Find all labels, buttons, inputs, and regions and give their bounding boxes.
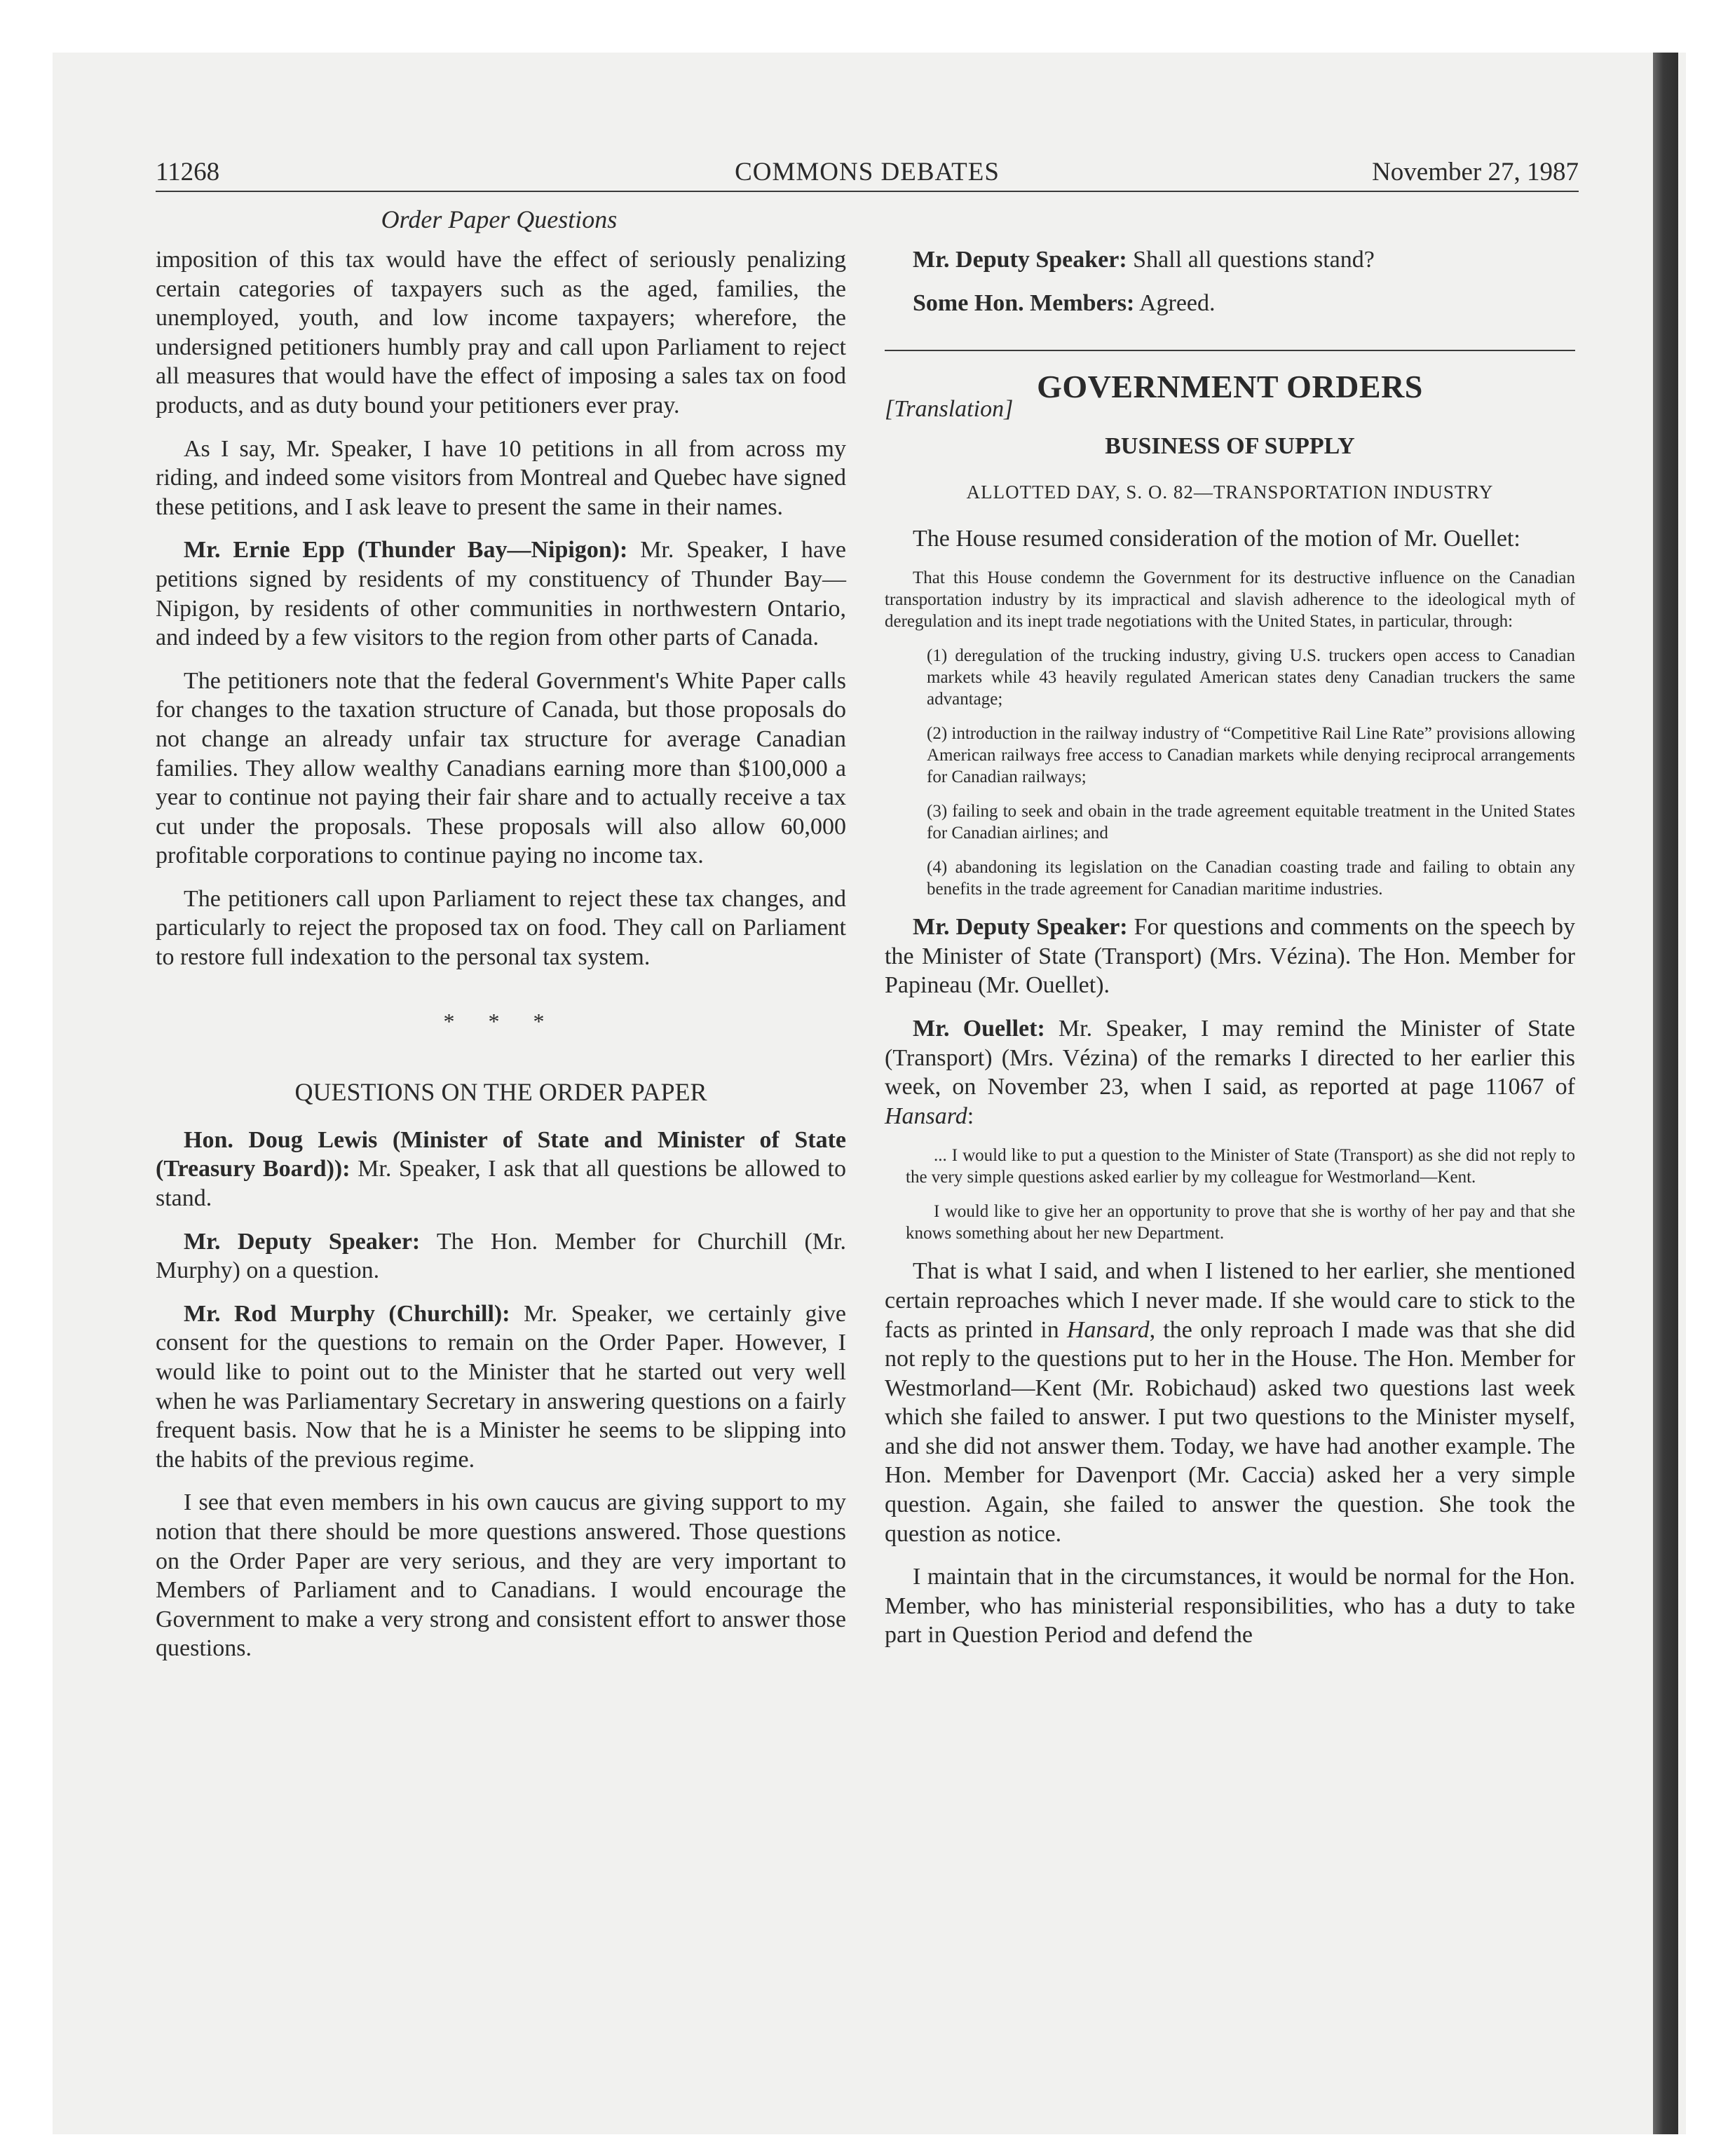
page-header (156, 154, 1579, 192)
speech-text: , the only reproach I made was that she did not reply to the questions put to her in the House. The Hon. Member for Westmorland—Kent (Mr. Robichaud) asked two questions last week which she failed to answer. I put two questions to the Minister myself, and she did not answer them. Today, we have had another example. The Hon. Member for Davenport (Mr. Caccia) asked her a very simple question. Again, she failed to answer the question. She took the question as notice. (885, 1316, 1575, 1547)
motion-text (885, 567, 1575, 900)
speaker-name: Some Hon. Members: (913, 289, 1135, 316)
speech-text: Mr. Speaker, I may remind the Minister of State (Transport) (Mrs. Vézina) of the remarks I directed to her earlier this week, on November 23, when I said, as reported at page 11067 of (885, 1015, 1576, 1100)
speech-text: Agreed. (1134, 289, 1216, 316)
speech-text: Mr. Speaker, I ask that all questions be allowed to stand. (156, 1156, 846, 1212)
hansard-italic: Hansard (885, 1103, 967, 1129)
speech-paragraph (885, 289, 1575, 318)
motion-item: (4) abandoning its legislation on the Canadian coasting trade and failing to obtain any benefits in the trade agreement for Canadian maritime industries. (927, 858, 1575, 899)
speaker-name: Mr. Rod Murphy (Churchill): (184, 1300, 510, 1327)
publication-title: COMMONS DEBATES (735, 158, 1000, 186)
paragraph: imposition of this tax would have the effect of seriously penalizing certain categories of taxpayers such as the aged, families, the unemployed, youth, and low income taxpayers; wherefore, the undersigned petitioners humbly pray and call upon Parliament to reject all measures that would have the effect of imposing a sales tax on food products, and as duty bound your petitioners ever pray. (156, 247, 846, 418)
motion-item: (3) failing to seek and obain in the trade agreement equitable treatment in the United States for Canadian airlines; and (927, 802, 1575, 843)
left-column (156, 245, 846, 1677)
speaker-name: Mr. Ernie Epp (Thunder Bay—Nipigon): (184, 537, 628, 564)
paragraph: As I say, Mr. Speaker, I have 10 petitions in all from across my riding, and indeed some visitors from Montreal and Quebec have signed these petitions, and I ask leave to present the same in their names. (156, 435, 846, 520)
speaker-name: Hon. Doug Lewis (Minister of State and Minister of State (Treasury Board)): (156, 1126, 846, 1182)
quote-paragraph: I would like to give her an opportunity to prove that she is worthy of her pay and that she knows something about her new Department. (906, 1202, 1575, 1243)
speech-text: That is what I said, and when I listened to her earlier, she mentioned certain reproaches which I never made. If she would care to stick to the facts as printed in (885, 1258, 1575, 1343)
speaker-name: Mr. Deputy Speaker: (913, 914, 1128, 941)
motion-intro: That this House condemn the Government for its destructive influence on the Canadian transportation industry by its impractical and slavish adherence to the ideological myth of deregulation and its inept trade negotiations with the United States, in particular, through: (885, 568, 1575, 632)
right-column (885, 245, 1575, 1664)
translation-note: [Translation] (885, 395, 1014, 422)
speech-text: : (967, 1103, 974, 1129)
paragraph (885, 1257, 1575, 1548)
section-divider (885, 350, 1575, 351)
speech-text: The Hon. Member for Churchill (Mr. Murphy) on a question. (156, 1228, 846, 1284)
paragraph: The House resumed consideration of the motion of Mr. Ouellet: (913, 525, 1520, 552)
speaker-name: Mr. Ouellet: (913, 1015, 1045, 1042)
hansard-italic: Hansard (1066, 1316, 1150, 1343)
scan-edge-shadow (1653, 53, 1678, 2134)
motion-item: (2) introduction in the railway industry of “Competitive Rail Line Rate” provisions allowing American railways free access to Canadian markets while denying reciprocal arrangements for Canadian railways; (927, 724, 1575, 787)
speaker-name: Mr. Deputy Speaker: (913, 247, 1127, 273)
speech-paragraph (156, 1227, 846, 1285)
motion-item: (1) deregulation of the trucking industry, giving U.S. truckers open access to Canadian markets while 43 heavily regulated American states deny Canadian truckers the same advantage; (927, 646, 1575, 709)
speech-text: Mr. Speaker, I have petitions signed by residents of my constituency of Thunder Bay—Nipigon, by residents of other communities in northwestern Ontario, and indeed by a few visitors to the region from other parts of Canada. (156, 537, 847, 651)
paragraph: The petitioners call upon Parliament to reject these tax changes, and particularly to reject the proposed tax on food. They call on Parliament to restore full indexation to the personal tax system. (156, 885, 846, 971)
speech-paragraph (156, 1126, 846, 1213)
speech-paragraph (885, 245, 1575, 275)
speech-text: For questions and comments on the speech by the Minister of State (Transport) (Mrs. Vézina). The Hon. Member for Papineau (Mr. Ouellet). (885, 914, 1575, 999)
publication-date: November 27, 1987 (1372, 158, 1579, 186)
speech-paragraph (885, 913, 1575, 1000)
speech-paragraph (156, 535, 846, 652)
page-number: 11268 (156, 158, 220, 186)
section-heading: QUESTIONS ON THE ORDER PAPER (294, 1078, 707, 1107)
speech-paragraph (156, 1299, 846, 1475)
speech-text: Shall all questions stand? (1127, 247, 1375, 273)
block-quote (885, 1145, 1575, 1244)
speech-text: Mr. Speaker, we certainly give consent for the questions to remain on the Order Paper. However, I would like to point out to the Minister that he started out very well when he was Parliamentary Secretary in answering questions on a fairly frequent basis. Now that he is a Minister he seems to be slipping into the habits of the previous regime. (156, 1300, 846, 1473)
speaker-name: Mr. Deputy Speaker: (184, 1228, 421, 1255)
major-heading: GOVERNMENT ORDERS (1037, 369, 1423, 405)
speech-paragraph (885, 1014, 1575, 1131)
section-label: Order Paper Questions (381, 205, 618, 233)
paragraph: I see that even members in his own caucus are giving support to my notion that there should be more questions answered. Those questions on the Order Paper are very serious, and they are very important to Members of Parliament and to Canadians. I would encourage the Government to make a very strong and consistent effort to answer those questions. (156, 1489, 846, 1662)
paragraph: I maintain that in the circumstances, it would be normal for the Hon. Member, who has ministerial responsibilities, who has a duty to take part in Question Period and defend the (885, 1564, 1575, 1649)
paragraph: The petitioners note that the federal Government's White Paper calls for changes to the taxation structure of Canada, but those proposals do not change an already unfair tax structure for average Canadian families. They allow wealthy Canadians earning more than $100,000 a year to continue not paying their fair share and to actually receive a tax cut under the proposals. These proposals will also allow 60,000 profitable corporations to continue paying no income tax. (156, 667, 846, 869)
quote-paragraph: ... I would like to put a question to the Minister of State (Transport) as she did not reply to the very simple questions asked earlier by my colleague for Westmorland—Kent. (906, 1146, 1575, 1187)
subheading: BUSINESS OF SUPPLY (1105, 433, 1355, 460)
section-separator: * * * (443, 1008, 559, 1034)
minor-heading: ALLOTTED DAY, S. O. 82—TRANSPORTATION INDUSTRY (966, 481, 1494, 503)
